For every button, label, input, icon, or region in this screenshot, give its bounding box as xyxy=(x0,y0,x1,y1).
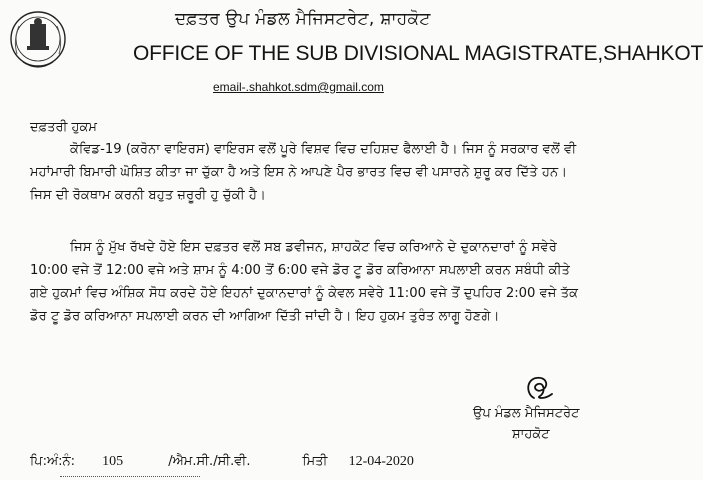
paragraph-2-line: ਗਏ ਹੁਕਮਾਂ ਵਿਚ ਅੰਸ਼ਿਕ ਸੋਧ ਕਰਦੇ ਹੋਏ ਇਹਨਾਂ ਦੁਕਾਨਦਾਰਾਂ ਨੂੰ ਕੇਵਲ ਸਵੇਰੇ 11:00 ਵਜੇ ਤੋਂ ਦੁਪਹਿਰ 2:00 ਵਜੇ ਤੱਕ xyxy=(30,286,579,301)
paragraph-1-line: ਜਿਸ ਦੀ ਰੋਕਥਾਮ ਕਰਨੀ ਬਹੁਤ ਜ਼ਰੂਰੀ ਹੁ ਚੁੱਕੀ ਹੈ। xyxy=(30,188,266,203)
reference-row xyxy=(30,454,414,470)
office-title-english: OFFICE OF THE SUB DIVISIONAL MAGISTRATE,SHAHKOT xyxy=(133,42,703,65)
paragraph-2-line: 10:00 ਵਜੇ ਤੋਂ 12:00 ਵਜੇ ਅਤੇ ਸ਼ਾਮ ਨੂੰ 4:00 ਤੋਂ 6:00 ਵਜੇ ਡੋਰ ਟੂ ਡੋਰ ਕਰਿਆਨਾ ਸਪਲਾਈ ਕਰਨ ਸਬੰਧੀ ਕੀਤੇ xyxy=(30,263,570,278)
endst-number: 105 xyxy=(102,454,124,469)
endst-label: ਪਿ:ਅੰ:ਨੰ: xyxy=(30,454,76,469)
paragraph-2-line: ਡੋਰ ਟੂ ਡੋਰ ਕਰਿਆਨਾ ਸਪਲਾਈ ਕਰਨ ਦੀ ਆਗਿਆ ਦਿੱਤੀ ਜਾਂਦੀ ਹੈ। ਇਹ ਹੁਕਮ ਤੁਰੰਤ ਲਾਗੂ ਹੋਣਗੇ। xyxy=(30,309,500,324)
order-heading: ਦਫ਼ਤਰੀ ਹੁਕਮ xyxy=(30,120,97,135)
paragraph-1-line: ਕੋਵਿਡ-19 (ਕਰੋਨਾ ਵਾਇਰਸ) ਵਾਇਰਸ ਵਲੋਂ ਪੂਰੇ ਵਿਸ਼ਵ ਵਿਚ ਦਹਿਸ਼ਦ ਫੈਲਾਈ ਹੈ। ਜਿਸ ਨੂੰ ਸਰਕਾਰ ਵਲੋਂ ਵੀ xyxy=(70,142,577,157)
date-value: 12-04-2020 xyxy=(348,454,414,469)
date-label: ਮਿਤੀ xyxy=(302,454,328,469)
office-code: /ਐਮ.ਸੀ./ਸੀ.ਵੀ. xyxy=(168,454,251,469)
paragraph-1-line: ਮਹਾਂਮਾਰੀ ਬਿਮਾਰੀ ਘੋਸ਼ਿਤ ਕੀਤਾ ਜਾ ਚੁੱਕਾ ਹੈ ਅਤੇ ਇਸ ਨੇ ਆਪਣੇ ਪੈਰ ਭਾਰਤ ਵਿਚ ਵੀ ਪਸਾਰਨੇ ਸ਼ੁਰੂ ਕਰ ਦਿੱਤੇ ਹਨ। xyxy=(30,165,568,180)
paragraph-2-line: ਜਿਸ ਨੂੰ ਮੁੱਖ ਰੱਖਦੇ ਹੋਏ ਇਸ ਦਫ਼ਤਰ ਵਲੋਂ ਸਬ ਡਵੀਜਨ, ਸ਼ਾਹਕੋਟ ਵਿਚ ਕਰਿਆਨੇ ਦੇ ਦੁਕਾਨਦਾਰਾਂ ਨੂੰ ਸਵੇਰੇ xyxy=(70,240,557,255)
office-title-punjabi: ਦਫ਼ਤਰ ਉਪ ਮੰਡਲ ਮੈਜਿਸਟਰੇਟ, ਸ਼ਾਹਕੋਟ xyxy=(175,9,431,29)
cropped-text-line xyxy=(60,474,200,480)
order-paragraph-1 xyxy=(30,138,610,207)
signatory-place: ਸ਼ਾਹਕੋਟ xyxy=(512,427,550,442)
state-emblem-icon xyxy=(9,10,67,76)
order-paragraph-2 xyxy=(30,236,610,328)
office-email: email-.shahkot.sdm@gmail.com xyxy=(213,80,384,94)
signatory-designation: ਉਪ ਮੰਡਲ ਮੈਜਿਸਟਰੇਟ xyxy=(473,406,580,421)
handwritten-signature xyxy=(520,372,560,402)
